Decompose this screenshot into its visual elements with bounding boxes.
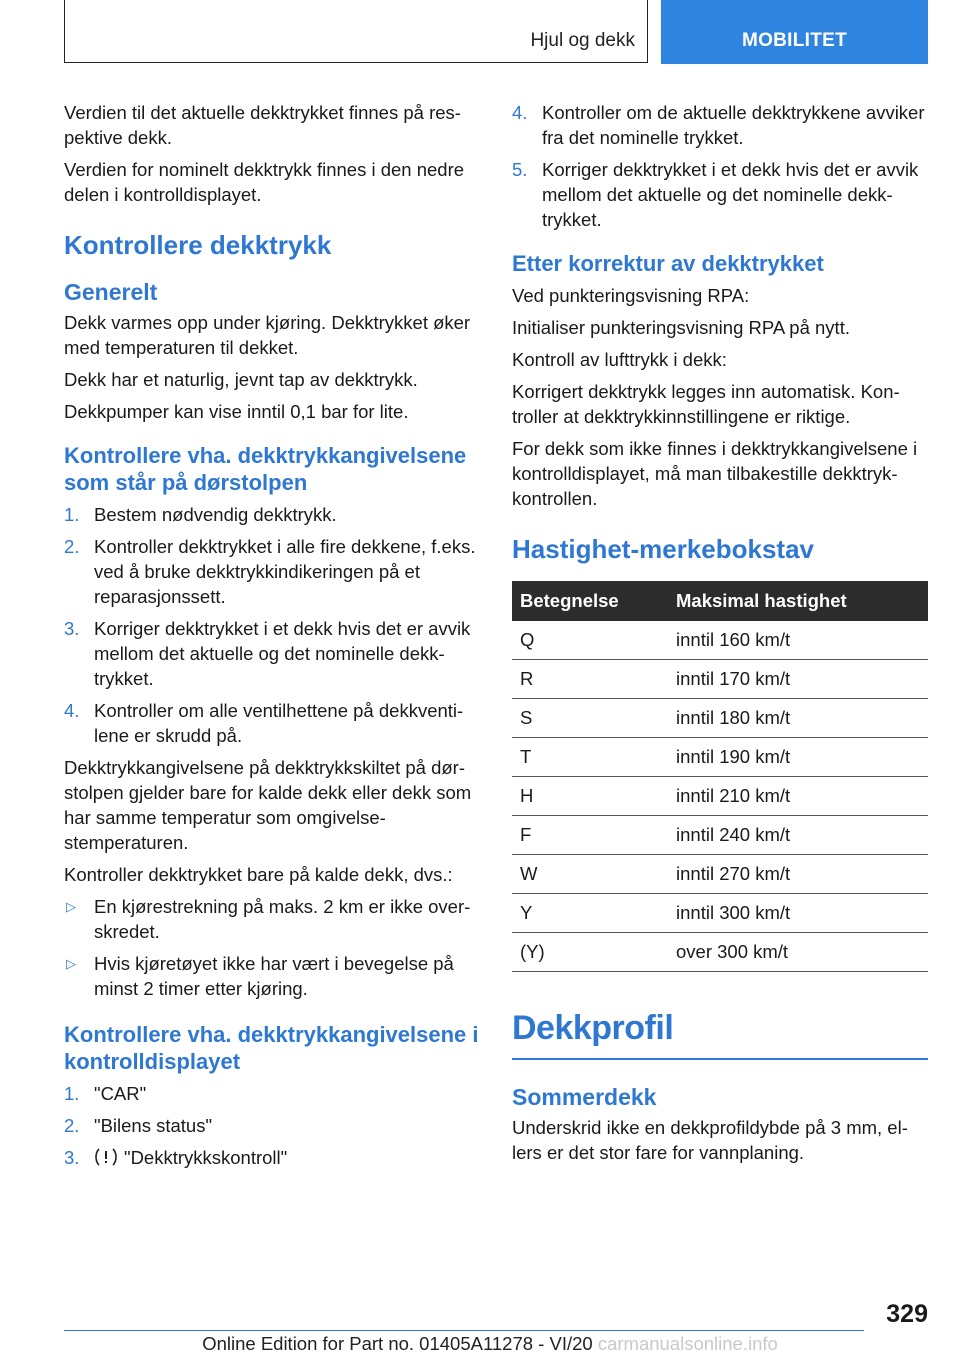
heading-general: Generelt	[64, 279, 158, 305]
tire-pressure-warning-icon	[94, 1147, 118, 1173]
edition-text: Online Edition for Part no. 01405A11278 - VI/20	[202, 1333, 593, 1354]
heading-door-pillar: Kontrollere vha. dekktrykkangivelsene som står på dørstolpen	[64, 443, 467, 495]
table-row: R inntil 170 km/t	[512, 660, 928, 699]
door-steps-list	[64, 502, 482, 748]
table-row: S inntil 180 km/t	[512, 699, 928, 738]
summer-paragraph: Underskrid ikke en dekkprofildybde på 3 mm, ellers er det stor fare for vannplaning.	[512, 1117, 908, 1163]
list-item: 5. Korriger dekktrykket i et dekk hvis det er avvik mellom det aktuelle og det nominelle dekktrykket.	[512, 159, 919, 230]
left-column	[64, 100, 482, 1180]
list-item: 3. Korriger dekktrykket i et dekk hvis det er avvik mellom det aktuelle og det nominelle dekktrykket.	[64, 618, 471, 689]
list-item: ▷ En kjørestrekning på maks. 2 km er ikke overskredet.	[66, 896, 471, 942]
general-paragraph-1: Dekk varmes opp under kjøring. Dekktrykket øker med temperaturen til dekket.	[64, 312, 471, 358]
intro-paragraph-1: Verdien til det aktuelle dekktrykket finnes på respektive dekk.	[64, 102, 461, 148]
general-paragraph-2: Dekk har et naturlig, jevnt tap av dekktrykk.	[64, 369, 418, 390]
chapter-title: Hjul og dekk	[530, 30, 635, 51]
intro-paragraph-2: Verdien for nominelt dekktrykk finnes i den nedre delen i kontrolldisplayet.	[64, 159, 465, 205]
column-header-designation: Betegnelse	[512, 581, 668, 621]
table-row: Y inntil 300 km/t	[512, 894, 928, 933]
triangle-right-icon: ▷	[66, 956, 76, 971]
list-item: 2. Kontroller dekktrykket i alle fire dekkene, f.eks. ved å bruke dekktrykkindikeringen på et reparasjonssett.	[64, 536, 476, 607]
heading-after-correction: Etter korrektur av dekktrykket	[512, 251, 824, 276]
heading-tire-profile: Dekkprofil	[512, 1009, 674, 1047]
table-row: (Y) over 300 km/t	[512, 933, 928, 972]
list-item: ▷ Hvis kjøretøyet ikke har vært i bevegelse på minst 2 timer etter kjøring.	[66, 953, 454, 999]
section-tab	[661, 0, 928, 64]
heading-speed-letter: Hastighet-merkebokstav	[512, 534, 814, 564]
after-paragraph-5: For dekk som ikke finnes i dekktrykkangivelsene i kontrolldisplayet, må man tilbakestille dekktrykkontrollen.	[512, 438, 918, 509]
after-paragraph-3: Kontroll av lufttrykk i dekk:	[512, 349, 727, 370]
footer-divider	[64, 1330, 864, 1331]
section-divider	[512, 1058, 928, 1060]
chapter-tab	[64, 0, 648, 63]
table-row: T inntil 190 km/t	[512, 738, 928, 777]
table-row: H inntil 210 km/t	[512, 777, 928, 816]
after-paragraph-2: Initialiser punkteringsvisning RPA på nytt.	[512, 317, 850, 338]
heading-check-pressure: Kontrollere dekktrykk	[64, 230, 332, 260]
display-steps-list	[64, 1081, 482, 1173]
table-header-row	[512, 581, 928, 621]
list-item: 1. Bestem nødvendig dekktrykk.	[64, 504, 337, 525]
list-item: 4. Kontroller om alle ventilhettene på dekkventilene er skrudd på.	[64, 700, 464, 746]
page-header	[64, 0, 928, 64]
footer-edition	[0, 1333, 960, 1355]
list-item: 2. "Bilens status"	[64, 1115, 213, 1136]
door-paragraph-2: Kontroller dekktrykket bare på kalde dekk, dvs.:	[64, 864, 453, 885]
door-paragraph-1: Dekktrykkangivelsene på dekktrykkskiltet på dørstolpen gjelder bare for kalde dekk eller dekk som har samme temperatur som omgivelsestemperaturen.	[64, 757, 472, 853]
after-paragraph-4: Korrigert dekktrykk legges inn automatisk. Kontroller at dekktrykkinnstillingene er riktige.	[512, 381, 900, 427]
column-header-max-speed: Maksimal hastighet	[668, 581, 928, 621]
cold-tire-bullets	[64, 894, 482, 1001]
page-number: 329	[886, 1300, 928, 1328]
heading-control-display: Kontrollere vha. dekktrykkangivelsene i kontrolldisplayet	[64, 1022, 479, 1074]
speed-rating-table	[512, 581, 928, 972]
table-row: Q inntil 160 km/t	[512, 621, 928, 660]
display-steps-continued	[512, 100, 928, 232]
triangle-right-icon: ▷	[66, 899, 76, 914]
general-paragraph-3: Dekkpumper kan vise inntil 0,1 bar for lite.	[64, 401, 409, 422]
list-item: 3. "Dekktrykkskontroll"	[64, 1145, 482, 1173]
right-column	[512, 100, 928, 1172]
heading-summer-tires: Sommerdekk	[512, 1084, 657, 1110]
section-title: MOBILITET	[741, 30, 848, 51]
after-paragraph-1: Ved punkteringsvisning RPA:	[512, 285, 750, 306]
table-row: F inntil 240 km/t	[512, 816, 928, 855]
table-row: W inntil 270 km/t	[512, 855, 928, 894]
watermark: carmanualsonline.info	[597, 1333, 778, 1354]
list-item: 1. "CAR"	[64, 1083, 147, 1104]
list-item: 4. Kontroller om de aktuelle dekktrykkene avviker fra det nominelle trykket.	[512, 102, 925, 148]
